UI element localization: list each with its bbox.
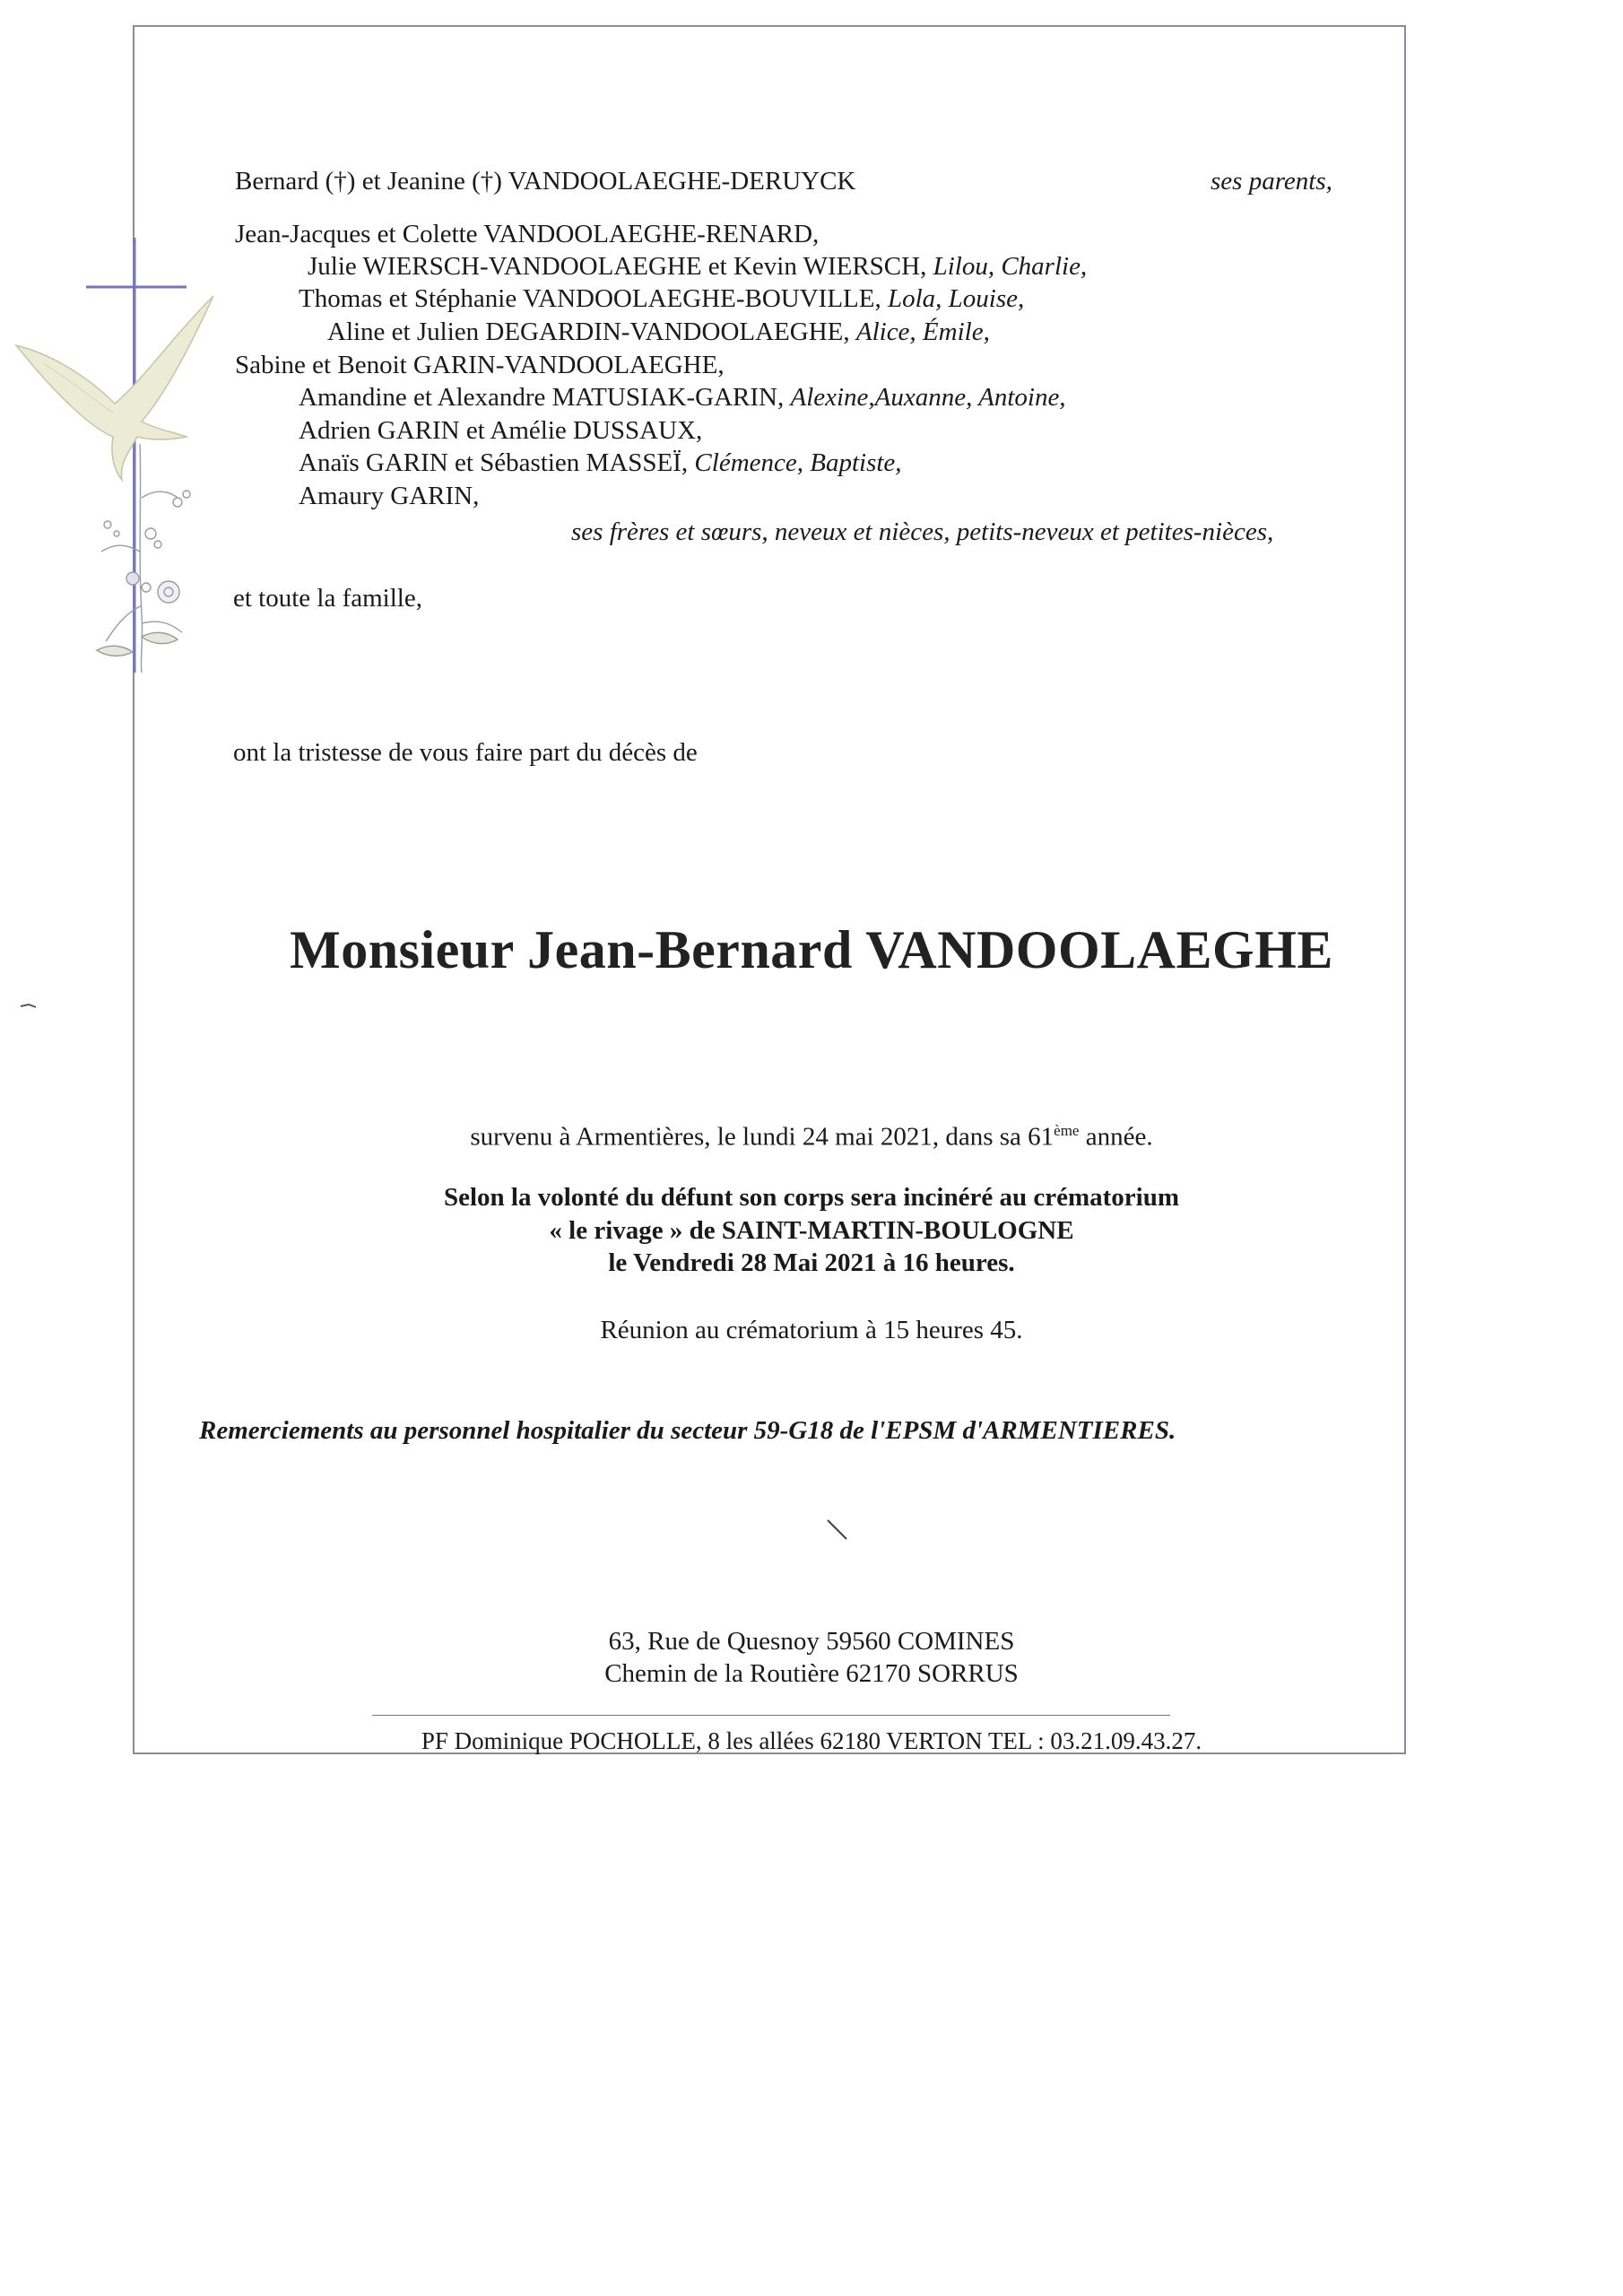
death-details: survenu à Armentières, le lundi 24 mai 2021, dans sa 61ème année.: [470, 1122, 1153, 1152]
family-line-1: Jean-Jacques et Colette VANDOOLAEGHE-RENARD,: [235, 220, 820, 248]
siblings-role: ses frères et sœurs, neveux et nièces, petits-neveux et petites-nièces,: [571, 517, 1274, 546]
footer-separator: [372, 1715, 1170, 1716]
scan-mark-left: [20, 1002, 38, 1011]
ceremony-line-2: « le rivage » de SAINT-MARTIN-BOULOGNE: [549, 1216, 1074, 1245]
family-line-7: Adrien GARIN et Amélie DUSSAUX,: [299, 416, 703, 445]
deceased-name: Monsieur Jean-Bernard VANDOOLAEGHE: [290, 920, 1333, 979]
family-line-8: Anaïs GARIN et Sébastien MASSEÏ, Clémence, Baptiste,: [299, 448, 902, 477]
thanks: Remerciements au personnel hospitalier du secteur 59-G18 de l'EPSM d'ARMENTIERES.: [199, 1416, 1176, 1445]
family-line-6: Amandine et Alexandre MATUSIAK-GARIN, Alexine,Auxanne, Antoine,: [299, 383, 1066, 412]
dove-icon: [16, 296, 213, 480]
all-family: et toute la famille,: [233, 584, 422, 613]
family-line-2: Julie WIERSCH-VANDOOLAEGHE et Kevin WIERSCH, Lilou, Charlie,: [308, 252, 1088, 281]
flowers-icon: [97, 444, 190, 673]
ceremony-line-1: Selon la volonté du défunt son corps sera inciné​ré au crématorium: [443, 1183, 1179, 1212]
family-line-3: Thomas et Stéphanie VANDOOLAEGHE-BOUVILLE, Lola, Louise,: [299, 284, 1025, 313]
funeral-home-footer: PF Dominique POCHOLLE, 8 les allées 62180 VERTON TEL : 03.21.09.43.27.: [421, 1727, 1202, 1754]
address-line-1: 63, Rue de Quesnoy 59560 COMINES: [608, 1627, 1015, 1656]
reunion: Réunion au crématorium à 15 heures 45.: [600, 1316, 1023, 1344]
family-line-4: Aline et Julien DEGARDIN-VANDOOLAEGHE, Alice, Émile,: [327, 317, 990, 346]
announcement: ont la tristesse de vous faire part du décès de: [233, 738, 698, 767]
family-line-9: Amaury GARIN,: [299, 482, 480, 510]
ceremony-line-3: le Vendredi 28 Mai 2021 à 16 heures.: [608, 1248, 1015, 1277]
cross-icon: [86, 238, 187, 673]
parents-names: Bernard (†) et Jeanine (†) VANDOOLAEGHE-DERUYCK: [235, 167, 856, 196]
scan-mark-center: [825, 1518, 852, 1544]
parents-role: ses parents,: [1211, 167, 1332, 196]
address-line-2: Chemin de la Routière 62170 SORRUS: [604, 1659, 1019, 1688]
cross-dove-emblem: [7, 229, 213, 677]
family-line-5: Sabine et Benoit GARIN-VANDOOLAEGHE,: [235, 351, 725, 379]
